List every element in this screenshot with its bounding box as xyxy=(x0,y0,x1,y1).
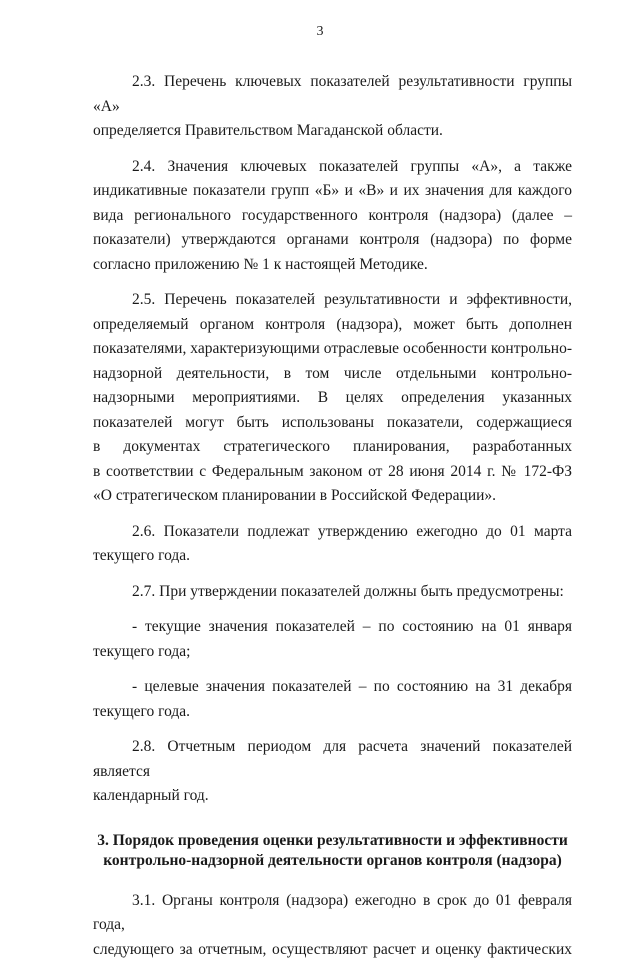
paragraph-2-4 xyxy=(93,155,572,278)
text-line: показателями, характеризующими отраслевые особенности контрольно- xyxy=(93,340,572,357)
text-line: «О стратегическом планировании в Российской Федерации». xyxy=(93,487,497,504)
text-line: - текущие значения показателей – по состоянию на 01 января xyxy=(132,618,572,635)
list-item-current-values xyxy=(93,615,572,664)
section-heading xyxy=(93,831,572,871)
text-line: в документах стратегического планирования, разработанных xyxy=(93,438,572,455)
list-item-target-values xyxy=(93,675,572,724)
paragraph-3-1 xyxy=(93,889,572,963)
text-line: 3.1. Органы контроля (надзора) ежегодно в срок до 01 февраля года, xyxy=(93,891,572,933)
text-line: 2.4. Значения ключевых показателей группы «А», а также xyxy=(132,157,572,175)
text-line: индикативные показатели групп «Б» и «В» и их значения для каждого xyxy=(93,182,572,199)
text-line: текущего года. xyxy=(93,547,191,564)
text-line: в соответствии с Федеральным законом от 28 июня 2014 г. № 172-ФЗ xyxy=(93,462,572,480)
text-line: показателей могут быть использованы показатели, содержащиеся xyxy=(93,413,572,431)
text-line: показатели) утверждаются органами контроля (надзора) по форме xyxy=(93,231,572,248)
text-line: 2.8. Отчетным периодом для расчета значений показателей является xyxy=(93,738,572,780)
text-line: текущего года; xyxy=(93,642,191,660)
text-line: календарный год. xyxy=(93,787,209,804)
text-line: 2.7. При утверждении показателей должны быть предусмотрены: xyxy=(132,582,564,600)
paragraph-2-3 xyxy=(93,70,572,144)
text-line: 2.3. Перечень ключевых показателей результативности группы «А» xyxy=(93,73,572,115)
text-line: вида регионального государственного контроля (надзора) (далее – xyxy=(93,206,572,224)
paragraph-2-5 xyxy=(93,288,572,509)
paragraph-2-6 xyxy=(93,520,572,569)
text-line: следующего за отчетным, осуществляют расчет и оценку фактических xyxy=(93,940,572,958)
text-line: - целевые значения показателей – по состоянию на 31 декабря xyxy=(132,678,572,695)
text-line: 2.6. Показатели подлежат утверждению ежегодно до 01 марта xyxy=(132,522,572,540)
text-line: определяемый органом контроля (надзора), может быть дополнен xyxy=(93,315,572,333)
text-line: надзорными мероприятиями. В целях определения указанных xyxy=(93,389,572,406)
heading-line: контрольно-надзорной деятельности органов контроля (надзора) xyxy=(103,851,562,869)
page-number: 3 xyxy=(316,24,324,39)
document-body xyxy=(93,70,572,973)
text-line: согласно приложению № 1 к настоящей Методике. xyxy=(93,255,428,273)
paragraph-2-7 xyxy=(93,580,572,605)
text-line: надзорной деятельности, в том числе отдельными контрольно- xyxy=(93,364,572,382)
text-line: определяется Правительством Магаданской области. xyxy=(93,122,443,139)
paragraph-2-8 xyxy=(93,735,572,809)
text-line: текущего года. xyxy=(93,702,191,720)
text-line: 2.5. Перечень показателей результативности и эффективности, xyxy=(132,291,572,308)
heading-line: 3. Порядок проведения оценки результативности и эффективности xyxy=(97,831,568,849)
